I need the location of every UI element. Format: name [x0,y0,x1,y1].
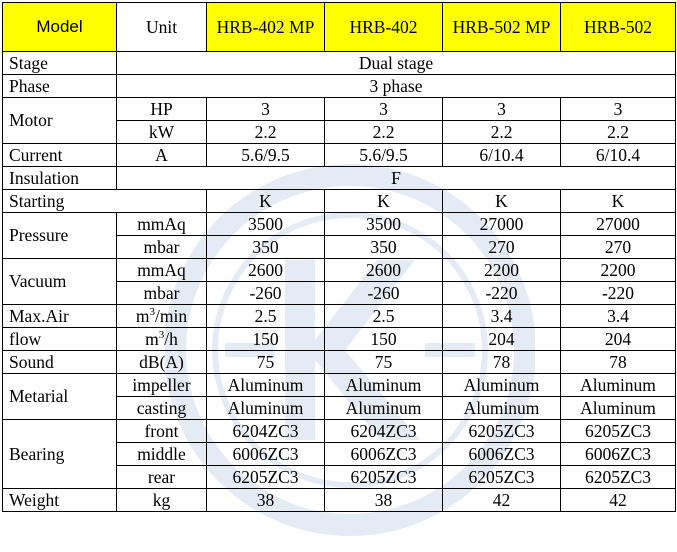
cell: Aluminum [561,397,676,420]
cell: 6204ZC3 [325,420,443,443]
cell: 2600 [325,259,443,282]
row-label-airflow-bottom: flow [3,328,117,351]
cell: 6006ZC3 [207,443,325,466]
table-row-stage [3,52,676,75]
header-model: Model [3,3,117,52]
cell: 42 [561,489,676,512]
cell: 6/10.4 [561,144,676,167]
cell: Aluminum [207,397,325,420]
cell: 3500 [207,213,325,236]
table-row-current [3,144,676,167]
cell: 6204ZC3 [207,420,325,443]
cell: Aluminum [561,374,676,397]
table-row-starting [3,190,676,213]
cell: 150 [207,328,325,351]
table-row-airflow-m3h [3,328,676,351]
cell: 2.2 [207,121,325,144]
spec-table-container [2,2,676,512]
unit-impeller: impeller [117,374,207,397]
cell: 78 [561,351,676,374]
cell: 5.6/9.5 [325,144,443,167]
insulation-value: F [117,167,676,190]
row-label-airflow-top: Max.Air [3,305,117,328]
unit-rear: rear [117,466,207,489]
row-label-material: Metarial [3,374,117,420]
cell: 270 [443,236,561,259]
unit-dba: dB(A) [117,351,207,374]
cell: Aluminum [325,374,443,397]
table-row-motor-hp [3,98,676,121]
cell: 6205ZC3 [443,420,561,443]
cell: 350 [207,236,325,259]
cell: 3 [443,98,561,121]
unit-rest: /min [155,305,188,326]
cell: 2600 [207,259,325,282]
cell: Aluminum [207,374,325,397]
cell: 2.5 [207,305,325,328]
header-model-2: HRB-402 [325,3,443,52]
cell: 2.2 [325,121,443,144]
cell: 3.4 [561,305,676,328]
table-row-material-impeller [3,374,676,397]
header-model-3: HRB-502 MP [443,3,561,52]
table-row-weight [3,489,676,512]
row-label-sound: Sound [3,351,117,374]
unit-base: m [145,328,159,349]
unit-mmaq: mmAq [117,259,207,282]
cell: 6205ZC3 [443,466,561,489]
unit-front: front [117,420,207,443]
cell: 42 [443,489,561,512]
unit-m3-min [117,305,207,328]
header-row [3,3,676,52]
cell: -220 [561,282,676,305]
cell: 270 [561,236,676,259]
cell: 3 [207,98,325,121]
header-model-1: HRB-402 MP [207,3,325,52]
unit-kw: kW [117,121,207,144]
phase-value: 3 phase [117,75,676,98]
unit-a: A [117,144,207,167]
cell: 150 [325,328,443,351]
cell: K [443,190,561,213]
cell: 6205ZC3 [561,466,676,489]
unit-middle: middle [117,443,207,466]
table-row-airflow-m3min [3,305,676,328]
unit-kg: kg [117,489,207,512]
cell: 350 [325,236,443,259]
cell: 6205ZC3 [207,466,325,489]
cell: 3.4 [443,305,561,328]
unit-m3-h [117,328,207,351]
cell: 27000 [561,213,676,236]
cell: 204 [443,328,561,351]
cell: 6006ZC3 [443,443,561,466]
cell: -260 [207,282,325,305]
cell: 2200 [561,259,676,282]
row-label-current: Current [3,144,117,167]
cell: 5.6/9.5 [207,144,325,167]
unit-mmaq: mmAq [117,213,207,236]
row-label-phase: Phase [3,75,117,98]
cell: 38 [207,489,325,512]
row-label-vacuum: Vacuum [3,259,117,305]
cell: 2.5 [325,305,443,328]
cell: 3500 [325,213,443,236]
cell: 6006ZC3 [561,443,676,466]
cell: -260 [325,282,443,305]
row-label-bearing: Bearing [3,420,117,489]
unit-mbar: mbar [117,236,207,259]
table-row-insulation [3,167,676,190]
table-row-bearing-front [3,420,676,443]
header-model-4: HRB-502 [561,3,676,52]
cell: 6205ZC3 [561,420,676,443]
table-row-vacuum-mmaq [3,259,676,282]
unit-mbar: mbar [117,282,207,305]
cell: 75 [325,351,443,374]
cell: 6205ZC3 [325,466,443,489]
row-label-weight: Weight [3,489,117,512]
cell: 3 [325,98,443,121]
row-label-pressure: Pressure [3,213,117,259]
unit-hp: HP [117,98,207,121]
cell: -220 [443,282,561,305]
unit-rest: /h [164,328,178,349]
unit-sup: 3 [158,328,165,341]
cell: 2.2 [561,121,676,144]
table-row-pressure-mmaq [3,213,676,236]
cell: 38 [325,489,443,512]
row-label-motor: Motor [3,98,117,144]
cell: K [325,190,443,213]
cell: 2200 [443,259,561,282]
cell: K [561,190,676,213]
unit-base: m [135,305,150,326]
row-label-insulation: Insulation [3,167,117,190]
cell: 6006ZC3 [325,443,443,466]
unit-sup: 3 [149,305,156,318]
cell: Aluminum [325,397,443,420]
table-row-phase [3,75,676,98]
cell: 75 [207,351,325,374]
cell: 78 [443,351,561,374]
stage-value: Dual stage [117,52,676,75]
cell: K [207,190,325,213]
header-unit: Unit [117,3,207,52]
unit-casting: casting [117,397,207,420]
cell: 204 [561,328,676,351]
cell: Aluminum [443,374,561,397]
row-label-starting: Starting [3,190,207,213]
row-label-stage: Stage [3,52,117,75]
cell: 27000 [443,213,561,236]
spec-table [2,2,676,512]
cell: 6/10.4 [443,144,561,167]
cell: Aluminum [443,397,561,420]
table-row-sound [3,351,676,374]
cell: 3 [561,98,676,121]
cell: 2.2 [443,121,561,144]
